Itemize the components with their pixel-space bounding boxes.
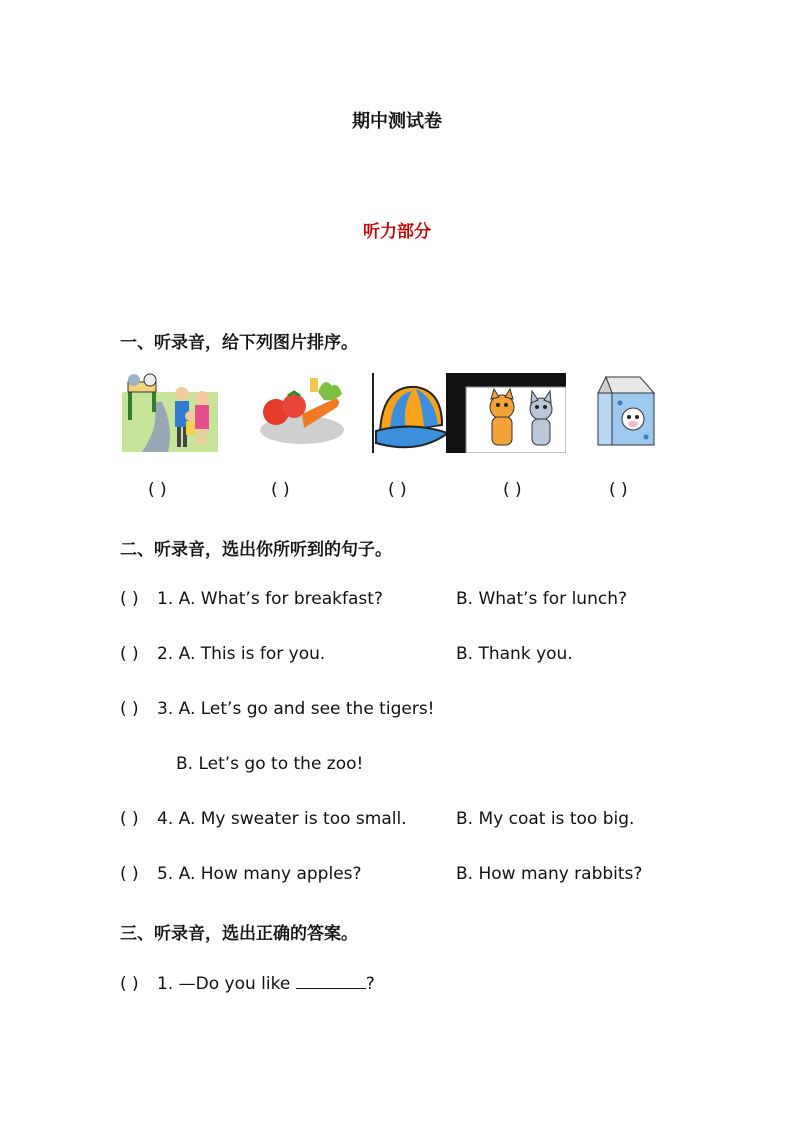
order-paren-5[interactable]: ( )	[609, 480, 628, 500]
option-b: B. My coat is too big.	[456, 809, 635, 829]
option-b: B. Let’s go to the zoo!	[176, 754, 364, 774]
question-line	[157, 974, 375, 994]
answer-blank[interactable]	[296, 974, 366, 989]
question-text: 1. —Do you like	[157, 974, 296, 994]
order-paren-1[interactable]: ( )	[148, 480, 167, 500]
vegetables-icon	[258, 372, 346, 452]
option-b: B. Thank you.	[456, 644, 573, 664]
page-title: 期中测试卷	[352, 111, 442, 132]
answer-paren[interactable]: ( )	[120, 699, 139, 719]
milk-carton-icon	[594, 373, 660, 449]
option-b: B. How many rabbits?	[456, 864, 643, 884]
cat-dog-icon	[446, 373, 566, 453]
answer-paren[interactable]: ( )	[120, 864, 139, 884]
section-1-heading: 一、听录音，给下列图片排序。	[120, 333, 358, 353]
option-a: 1. A. What’s for breakfast?	[157, 589, 383, 609]
section-subtitle: 听力部分	[363, 222, 431, 242]
answer-paren[interactable]: ( )	[120, 589, 139, 609]
option-b: B. What’s for lunch?	[456, 589, 627, 609]
order-paren-3[interactable]: ( )	[388, 480, 407, 500]
zoo-family-icon	[122, 372, 218, 452]
section-3-heading: 三、听录音，选出正确的答案。	[120, 924, 358, 944]
answer-paren[interactable]: ( )	[120, 809, 139, 829]
option-a: 4. A. My sweater is too small.	[157, 809, 407, 829]
answer-paren[interactable]: ( )	[120, 974, 139, 994]
order-paren-2[interactable]: ( )	[271, 480, 290, 500]
cap-icon	[372, 373, 448, 453]
option-a: 2. A. This is for you.	[157, 644, 326, 664]
question-mark: ?	[365, 974, 375, 994]
order-paren-4[interactable]: ( )	[503, 480, 522, 500]
option-a: 3. A. Let’s go and see the tigers!	[157, 699, 435, 719]
answer-paren[interactable]: ( )	[120, 644, 139, 664]
section-2-heading: 二、听录音，选出你所听到的句子。	[120, 540, 392, 560]
option-a: 5. A. How many apples?	[157, 864, 362, 884]
